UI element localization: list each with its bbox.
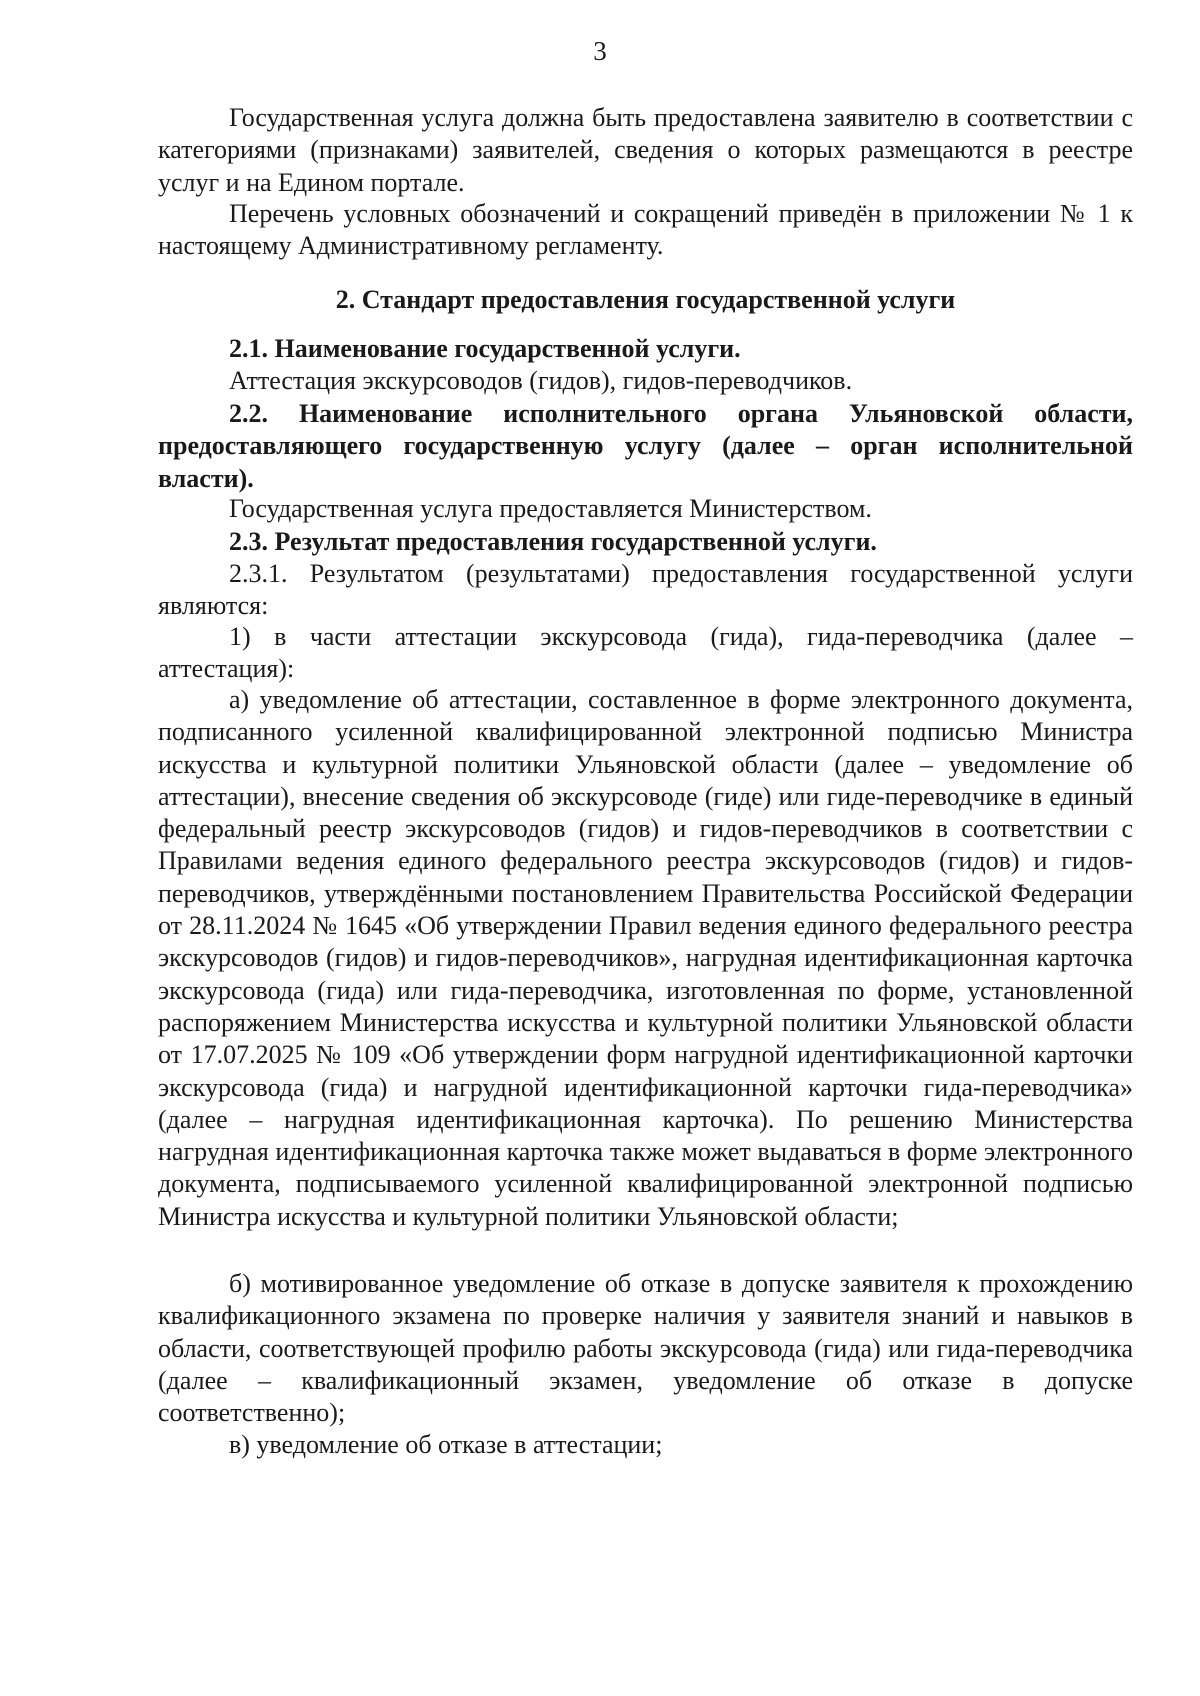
page-number: 3 — [593, 36, 607, 66]
subsection-2-2-text: Государственная услуга предоставляется Министерством. — [229, 494, 872, 523]
section-title: 2. Стандарт предоставления государственной услуги — [335, 285, 956, 314]
intro-paragraph-2: Перечень условных обозначений и сокращений приведён в приложении № 1 к настоящему Административному регламенту. — [158, 199, 1133, 261]
item-b-paragraph: б) мотивированное уведомление об отказе в допуске заявителя к прохождению квалификационного экзамена по проверке наличия у заявителя знаний и навыков в области, соответствующей профилю работы экскурсовода (гида) или гида-переводчика (далее – квалификационный экзамен, уведомление об отказе в допуске соответственно); — [158, 1269, 1133, 1428]
subsection-2-1-heading: 2.1. Наименование государственной услуги. — [229, 334, 741, 363]
item-a-paragraph: а) уведомление об аттестации, составленное в форме электронного документа, подписанного усиленной квалифицированной электронной подписью Министра искусства и культурной политики Ульяновской области (далее – уведомление об аттестации), внесение сведения об экскурсоводе (гиде) или гиде-переводчике в единый федеральный реестр экскурсоводов (гидов) и гидов-переводчиков в соответствии с Правилами ведения единого федерального реестра экскурсоводов (гидов) и гидов-переводчиков, утверждёнными постановлением Правительства Российской Федерации от 28.11.2024 № 1645 «Об утверждении Правил ведения единого федерального реестра экскурсоводов (гидов) и гидов-переводчиков», нагрудная идентификационная карточка экскурсовода (гида) или гида-переводчика, изготовленная по форме, установленной распоряжением Министерства искусства и культурной политики Ульяновской области от 17.07.2025 № 109 «Об утверждении форм нагрудной идентификационной карточки экскурсовода (гида) и нагрудной идентификационной карточки гида-переводчика» (далее – нагрудная идентификационная карточка). По решению Министерства нагрудная идентификационная карточка также может выдаваться в форме электронного документа, подписываемого усиленной квалифицированной электронной подписью Министра искусства и культурной политики Ульяновской области; — [158, 685, 1133, 1231]
subsection-2-3-1-text: 2.3.1. Результатом (результатами) предоставления государственной услуги являются: — [158, 559, 1133, 621]
subsection-2-3-heading: 2.3. Результат предоставления государственной услуги. — [229, 527, 877, 556]
attestation-clause: 1) в части аттестации экскурсовода (гида), гида-переводчика (далее – аттестация): — [158, 622, 1133, 684]
subsection-2-1-text: Аттестация экскурсоводов (гидов), гидов-переводчиков. — [229, 366, 853, 395]
subsection-2-2-heading: 2.2. Наименование исполнительного органа Ульяновской области, предоставляющего государственную услугу (далее – орган исполнительной власти). — [158, 399, 1133, 493]
item-v-paragraph: в) уведомление об отказе в аттестации; — [229, 1430, 663, 1459]
intro-paragraph-1: Государственная услуга должна быть предоставлена заявителю в соответствии с категориями (признаками) заявителей, сведения о которых размещаются в реестре услуг и на Едином портале. — [158, 103, 1133, 197]
